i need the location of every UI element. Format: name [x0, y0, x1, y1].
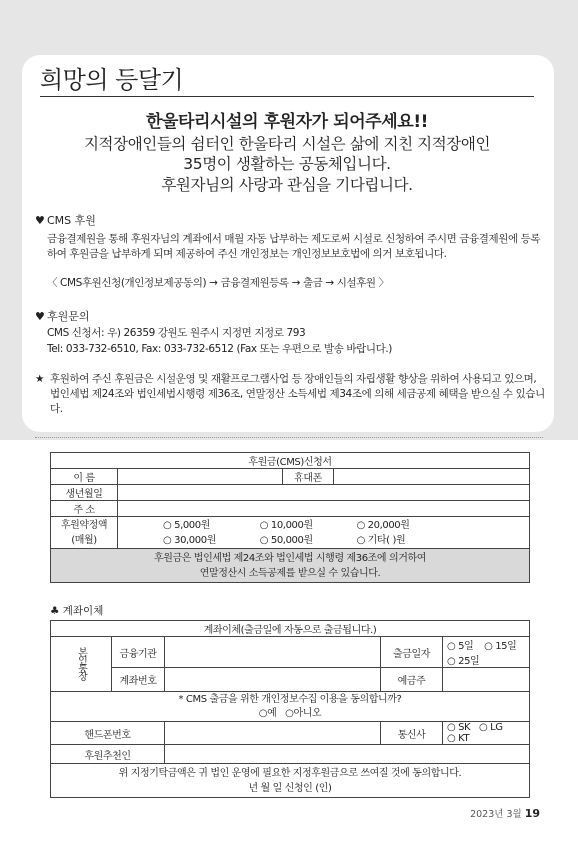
own-account-text: 본인통장 — [75, 646, 87, 679]
transfer-section-title: 계좌이체 — [62, 605, 104, 617]
signature-line[interactable]: 년 월 일 신청인 (인) — [248, 782, 332, 794]
holder-field[interactable] — [443, 668, 530, 692]
amount-label-main: 후원약정액 — [60, 519, 108, 531]
account-number-label: 계좌번호 — [112, 668, 165, 692]
name-label: 이 름 — [51, 469, 118, 485]
amount-option-20000[interactable]: ○ 20,000원 — [356, 519, 410, 531]
amount-option-other[interactable]: ○ 기타( )원 — [356, 534, 406, 546]
consent-yes[interactable]: ○예 — [258, 707, 277, 719]
deduction-note — [51, 549, 530, 583]
own-account-label — [51, 637, 112, 692]
carrier-options — [443, 722, 530, 745]
consent-row — [51, 692, 530, 722]
page-number: 19 — [524, 807, 540, 820]
headline-line3: 35명이 생활하는 공동체입니다. — [183, 155, 391, 173]
holder-label: 예금주 — [381, 668, 443, 692]
page-title: 희망의 등달기 — [40, 66, 184, 94]
withdraw-date-label: 출금일자 — [381, 637, 443, 668]
amount-label-sub: (매월) — [71, 534, 97, 546]
address-field[interactable] — [118, 501, 530, 517]
consent-no[interactable]: ○아니오 — [285, 707, 322, 719]
phone-label: 휴대폰 — [283, 469, 334, 485]
club-icon: ♣ — [50, 605, 60, 617]
carrier-kt[interactable]: ○ KT — [447, 733, 470, 744]
cms-application-form — [50, 452, 530, 583]
tax-note-text: 후원하여 주신 후원금은 시설운영 및 재활프로그램사업 등 장애인들의 자립생활 향상을 위하여 사용되고 있으며, 법인세법 제24조와 법인세법시행령 제36조, 연말정산 소득세법 제34조에 의해 세금공제 혜택을 받으실 수 있습니다. — [50, 373, 545, 415]
tax-note — [35, 372, 545, 417]
cms-flow: 〈 CMS후원신청(개인정보제공동의) → 금융결제원등록 → 출금 → 시설후원 〉 — [47, 277, 389, 289]
carrier-label: 통신사 — [381, 722, 443, 745]
headline-line4: 후원자님의 사랑과 관심을 기다립니다. — [161, 176, 413, 194]
form1-title: 후원금(CMS)신청서 — [51, 453, 530, 469]
phone-field[interactable] — [334, 469, 530, 485]
mobile-field[interactable] — [165, 722, 381, 745]
transfer-heading — [50, 603, 103, 618]
cms-title: CMS 후원 — [47, 214, 96, 227]
inquiry-title: 후원문의 — [47, 310, 90, 323]
inquiry-heading — [35, 308, 90, 324]
address-label: 주 소 — [51, 501, 118, 517]
star-icon: ★ — [35, 373, 45, 385]
birth-field[interactable] — [118, 485, 530, 501]
headline-main: 한울타리시설의 후원자가 되어주세요!! — [145, 112, 429, 132]
inquiry-address: CMS 신청서: 우) 26359 강원도 원주시 지정면 지정로 793 — [47, 327, 306, 339]
withdraw-day-15[interactable]: ○ 15일 — [484, 641, 517, 652]
referrer-field[interactable] — [165, 745, 530, 764]
bank-label: 금융기관 — [112, 637, 165, 668]
carrier-sk[interactable]: ○ SK — [447, 722, 471, 733]
withdraw-day-25[interactable]: ○ 25일 — [447, 656, 480, 667]
agreement-row — [51, 764, 530, 798]
amount-label — [51, 517, 118, 549]
withdraw-date-options — [443, 637, 530, 668]
birth-label: 생년월일 — [51, 485, 118, 501]
consent-question: * CMS 출금을 위한 개인정보수집 이용을 동의합니까? — [178, 693, 402, 705]
inquiry-contact: Tel: 033-732-6510, Fax: 033-732-6512 (Fax 또는 우편으로 발송 바랍니다.) — [47, 343, 392, 355]
deduction-note-line2: 연말정산시 소득공제를 받으실 수 있습니다. — [199, 567, 381, 579]
account-number-field[interactable] — [165, 668, 381, 692]
cms-body: 금융결제원을 통해 후원자님의 계좌에서 매월 자동 납부하는 제도로써 시설로 신청하여 주시면 금융결제원에 등록하여 후원금을 납부하게 되며 제공하여 주신 개인정보는 개인정보보호법에 의거 보호됩니다. — [47, 233, 541, 260]
deduction-note-line1: 후원금은 법인세법 제24조와 법인세법 시행령 제36조에 의거하여 — [153, 552, 427, 564]
heart-icon: ♥ — [35, 310, 45, 323]
referrer-label: 후원추천인 — [51, 745, 165, 764]
title-divider — [40, 96, 534, 97]
bank-field[interactable] — [165, 637, 381, 668]
page-footer — [470, 806, 540, 820]
withdraw-day-5[interactable]: ○ 5일 — [447, 641, 474, 652]
amount-option-10000[interactable]: ○ 10,000원 — [259, 519, 313, 531]
heart-icon: ♥ — [35, 214, 45, 227]
agreement-text: 위 지정기탁금액은 귀 법인 운영에 필요한 지정후원금으로 쓰여질 것에 동의합니다. — [118, 767, 462, 779]
mobile-label: 핸드폰번호 — [51, 722, 165, 745]
cms-heading — [35, 212, 96, 228]
amount-options — [118, 517, 530, 549]
transfer-form — [50, 620, 530, 798]
amount-option-5000[interactable]: ○ 5,000원 — [163, 519, 210, 531]
carrier-lg[interactable]: ○ LG — [479, 722, 503, 733]
amount-option-30000[interactable]: ○ 30,000원 — [163, 534, 216, 546]
headline-line2: 지적장애인들의 쉼터인 한울타리 시설은 삶에 지친 지적장애인 — [83, 135, 491, 153]
name-field[interactable] — [118, 469, 283, 485]
cut-line — [35, 437, 543, 438]
issue-date: 2023년 3월 — [470, 809, 522, 820]
amount-option-50000[interactable]: ○ 50,000원 — [259, 534, 313, 546]
form2-title: 계좌이체(출금일에 자동으로 출금됩니다.) — [51, 621, 530, 637]
